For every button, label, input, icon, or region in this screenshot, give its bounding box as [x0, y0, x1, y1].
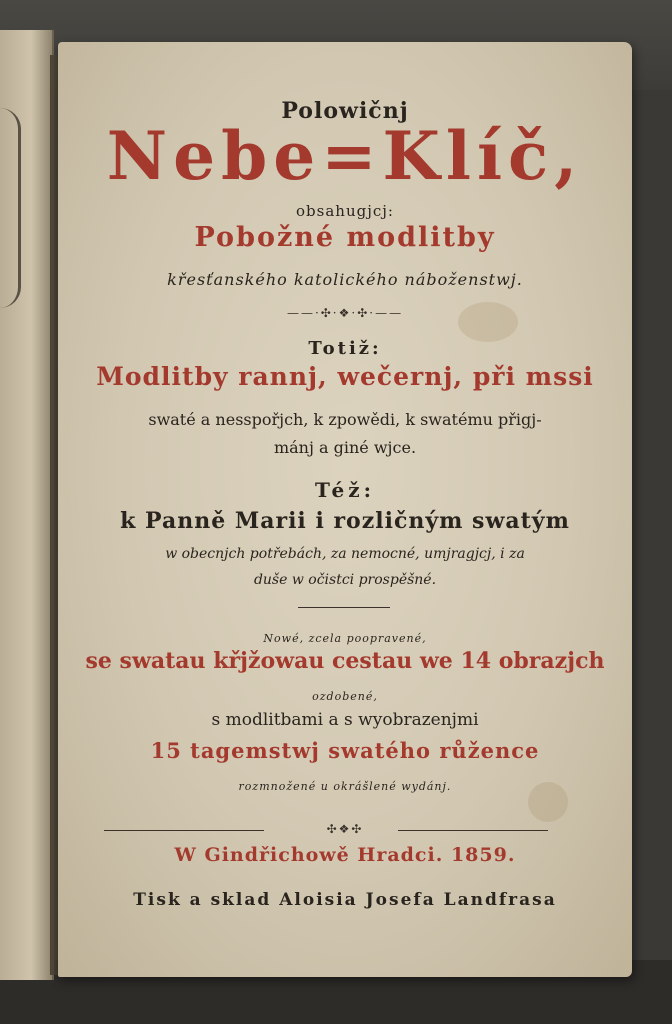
imprint-ornament: ✣❖✣: [326, 822, 364, 836]
also-heading: Též:: [314, 478, 376, 502]
imprint-place: W Gindřichowě Hradci. 1859.: [174, 844, 516, 866]
ornament-divider: ——·✣·❖·✣·——: [286, 306, 404, 320]
needs-line-2: duše w očistci prospěšné.: [253, 572, 437, 588]
prayers-line: Modlitby rannj, wečernj, při mssi: [96, 362, 594, 391]
left-page-edge: [0, 30, 54, 980]
stations-line: se swatau křjžowau cestau we 14 obrazjch: [85, 648, 605, 674]
expanded-edition: rozmnožené u okrášlené wydánj.: [238, 780, 452, 793]
rosary-line: 15 tagemstwj swatého růžence: [150, 738, 540, 763]
new-edition: Nowé, zcela poopravené,: [263, 632, 427, 645]
prayers-detail-1: swaté a nesspořjch, k zpowědi, k swatému přigj-: [148, 410, 542, 429]
printer-line: Tisk a sklad Aloisia Josefa Landfrasa: [133, 890, 557, 910]
decorated-line: ozdobené,: [312, 690, 378, 703]
short-rule: [298, 607, 390, 608]
title-page: [58, 42, 632, 977]
left-page-ornament: [0, 108, 21, 308]
needs-line-1: w obecnjch potřebách, za nemocné, umjragjcj, i za: [165, 546, 525, 562]
imprint-rule-right: [398, 830, 548, 831]
prayers-detail-2: mánj a giné wjce.: [273, 438, 417, 457]
namely-heading: Totiž:: [308, 338, 382, 359]
prayers-images-line: s modlitbami a s wyobrazenjmi: [211, 710, 479, 730]
containing-line: obsahugjcj:: [296, 202, 394, 220]
pre-title: Polowičnj: [281, 98, 409, 124]
virgin-line: k Panně Marii i rozličným swatým: [120, 508, 570, 534]
subtitle: Pobožné modlitby: [194, 222, 496, 253]
main-title: Nebe=Klíč,: [106, 117, 584, 195]
religion-line: křesťanského katolického náboženstwj.: [167, 270, 523, 289]
